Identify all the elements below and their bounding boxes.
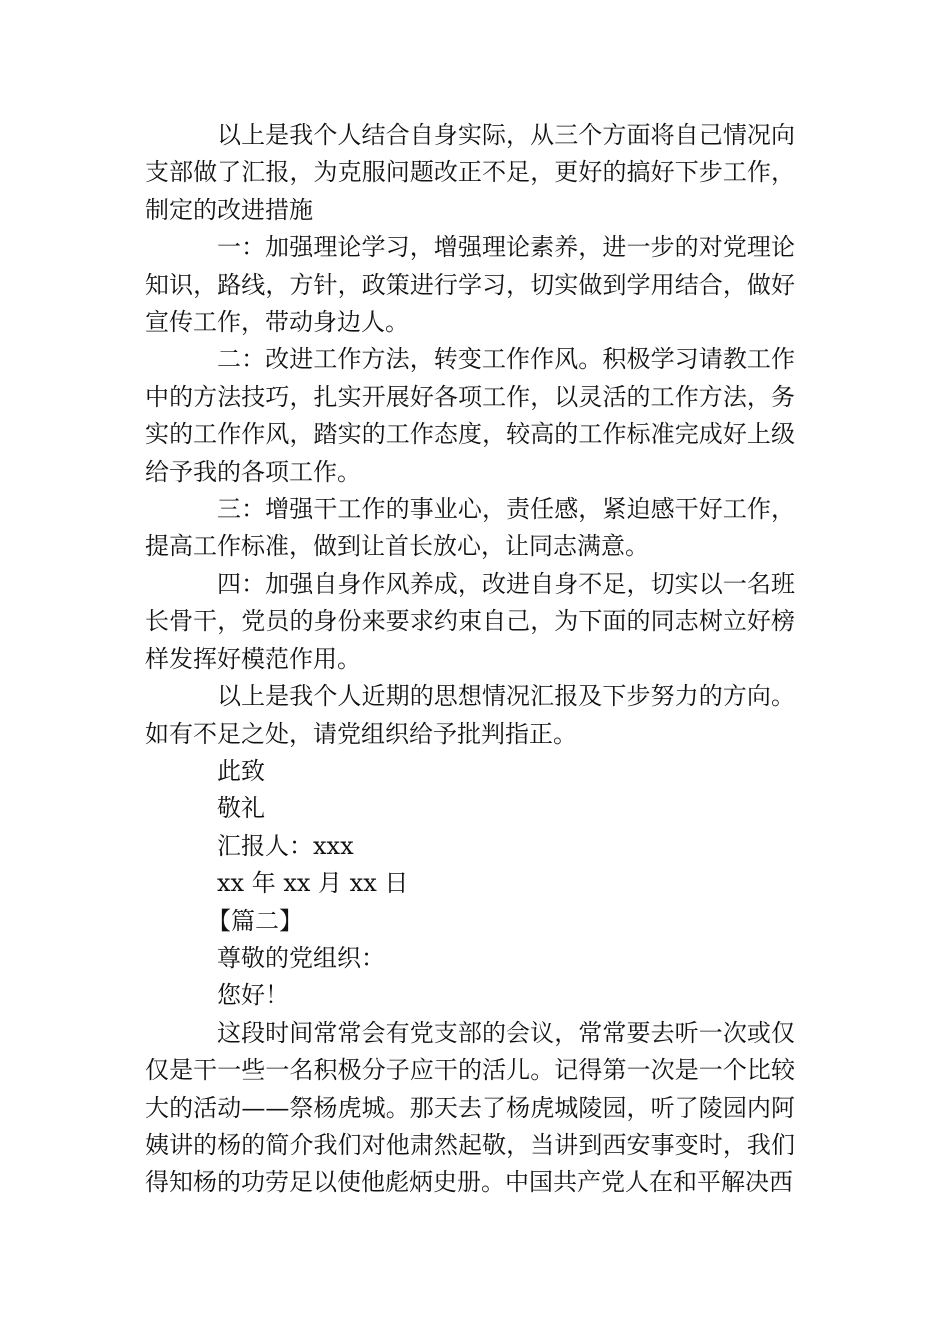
paragraph-measure-3: 三：增强干工作的事业心，责任感，紧迫感干好工作，提高工作标准，做到让首长放心，让同志满意。	[145, 495, 795, 561]
paragraph-measure-2: 二：改进工作方法，转变工作作风。积极学习请教工作中的方法技巧，扎实开展好各项工作，以灵活的工作方法，务实的工作作风，踏实的工作态度，较高的工作标准完成好上级给予我的各项工作。	[145, 345, 795, 486]
body-paragraph: 这段时间常常会有党支部的会议，常常要去听一次或仅仅是干一些一名积极分子应干的活儿。记得第一次是一个比较大的活动——祭杨虎城。那天去了杨虎城陵园，听了陵园内阿姨讲的杨的简介我们对他肃然起敬，当讲到西安事变时，我们得知杨的功劳足以使他彪炳史册。中国共产党人在和平解决西	[145, 1018, 795, 1197]
paragraph-conclusion: 以上是我个人近期的思想情况汇报及下步努力的方向。如有不足之处，请党组织给予批判指正。	[145, 682, 795, 748]
report-date: xx 年 xx 月 xx 日	[217, 869, 409, 898]
document-body	[145, 117, 795, 1202]
section-heading: 【篇二】	[207, 906, 303, 935]
reporter-signature: 汇报人：xxx	[217, 831, 354, 860]
closing-salute-1: 此致	[217, 756, 265, 785]
paragraph-measure-1: 一：加强理论学习，增强理论素养，进一步的对党理论知识，路线，方针，政策进行学习，切实做到学用结合，做好宣传工作，带动身边人。	[145, 233, 795, 337]
paragraph-summary: 以上是我个人结合自身实际，从三个方面将自己情况向支部做了汇报，为克服问题改正不足，更好的搞好下步工作，制定的改进措施	[145, 121, 795, 224]
greeting-addressee: 尊敬的党组织：	[217, 943, 385, 972]
greeting-hello: 您好！	[217, 981, 289, 1010]
paragraph-measure-4: 四：加强自身作风养成，改进自身不足，切实以一名班长骨干，党员的身份来要求约束自己，为下面的同志树立好榜样发挥好模范作用。	[145, 569, 795, 673]
closing-salute-2: 敬礼	[217, 794, 265, 823]
